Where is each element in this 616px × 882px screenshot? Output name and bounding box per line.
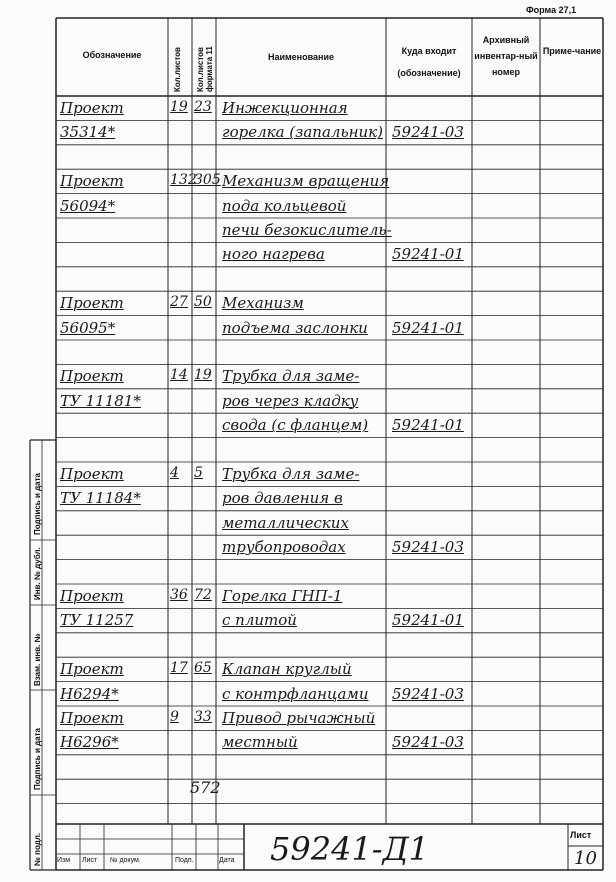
header-format: Кол.листов формата 11 bbox=[196, 46, 214, 92]
entry-sheets: 36 bbox=[170, 587, 188, 603]
entry-designation-line: Проект bbox=[60, 294, 124, 313]
entry-designation-line: Проект bbox=[60, 660, 124, 679]
entry-name-line: Трубка для заме- bbox=[222, 367, 360, 386]
entry-name-line: Инжекционная bbox=[222, 99, 348, 117]
entry-designation-line: Проект bbox=[60, 172, 124, 191]
header-name: Наименование bbox=[267, 52, 335, 62]
entry-designation-code: ТУ 11257 bbox=[60, 611, 134, 630]
entry-name-line: Механизм вращения bbox=[222, 172, 390, 191]
stamp-col-doc: № докум. bbox=[110, 857, 141, 864]
entry-goes-into: 59241-03 bbox=[392, 684, 464, 703]
entry-designation-line: Проект bbox=[60, 465, 124, 483]
entry-format: 23 bbox=[194, 99, 212, 115]
entry-sheets: 14 bbox=[170, 367, 188, 384]
stamp-col-sheet: Лист bbox=[82, 857, 98, 864]
document-code: 59241-Д1 bbox=[270, 830, 429, 868]
entry-format: 72 bbox=[194, 587, 212, 603]
entry-goes-into: 59241-03 bbox=[392, 733, 464, 752]
entry-name-line: печи безокислитель- bbox=[222, 221, 392, 239]
entry-goes-into: 59241-03 bbox=[392, 123, 464, 142]
header-archive: Архивный инвентар-ный номер bbox=[474, 35, 538, 77]
entry-format: 305 bbox=[194, 172, 221, 189]
sheet-label: Лист bbox=[570, 830, 592, 840]
entry-name-line: с плитой bbox=[222, 611, 297, 630]
entry-name-line: горелка (запальник) bbox=[222, 123, 383, 142]
entry-format: 65 bbox=[194, 660, 212, 677]
entry-designation-code: ТУ 11181* bbox=[60, 391, 141, 410]
entry-designation-code: ТУ 11184* bbox=[60, 489, 141, 508]
side-label-signature-date-2: Подпись и дата bbox=[33, 728, 42, 790]
entry-name-line: металлических bbox=[222, 513, 349, 532]
entry-sheets: 4 bbox=[170, 465, 179, 481]
entry-name-line: Привод рычажный bbox=[222, 709, 376, 727]
header-sheets: Кол.листов bbox=[173, 47, 182, 92]
entry-name-line: местный bbox=[222, 733, 298, 752]
entry-name-line: пода кольцевой bbox=[222, 196, 347, 215]
sheet-number: 10 bbox=[574, 848, 597, 869]
entry-designation-line: Проект bbox=[60, 587, 124, 605]
entry-goes-into: 59241-03 bbox=[392, 538, 464, 557]
entry-designation-code: 35314* bbox=[60, 123, 116, 142]
entry-name-line: с контрфланцами bbox=[222, 684, 369, 703]
entry-designation-code: Н6296* bbox=[60, 733, 119, 752]
entry-goes-into: 59241-01 bbox=[392, 611, 464, 630]
side-label-inv-dubl: Инв. № дубл. bbox=[33, 547, 42, 600]
entry-name-line: трубопроводах bbox=[222, 538, 346, 557]
entry-sheets: 9 bbox=[170, 709, 179, 725]
total-format: 572 bbox=[190, 778, 221, 797]
entry-sheets: 132 bbox=[170, 172, 197, 189]
entry-designation-line: Проект bbox=[60, 367, 124, 386]
entry-name-line: подъема заслонки bbox=[222, 318, 368, 337]
stamp-col-change: Изм bbox=[57, 857, 71, 864]
form-label: Форма 27,1 bbox=[526, 5, 577, 15]
entry-sheets: 17 bbox=[170, 660, 188, 677]
entry-designation-line: Проект bbox=[60, 709, 124, 727]
entry-name-line: Трубка для заме- bbox=[222, 465, 360, 483]
side-label-vzam-inv: Взам. инв. № bbox=[33, 633, 42, 686]
header-designation: Обозначение bbox=[82, 50, 142, 60]
entry-format: 50 bbox=[194, 294, 212, 311]
entry-designation-code: 56095* bbox=[60, 318, 116, 337]
entry-designation-code: 56094* bbox=[60, 196, 116, 215]
entry-name-line: Клапан круглый bbox=[222, 660, 352, 679]
entry-sheets: 19 bbox=[170, 99, 188, 115]
entry-goes-into: 59241-01 bbox=[392, 318, 464, 337]
entry-format: 33 bbox=[194, 709, 212, 725]
entry-designation-code: Н6294* bbox=[60, 684, 119, 703]
entry-name-line: ров через кладку bbox=[222, 391, 359, 410]
side-label-inv-podl: № подл. bbox=[33, 832, 42, 866]
entry-goes-into: 59241-01 bbox=[392, 416, 464, 435]
entry-designation-line: Проект bbox=[60, 99, 124, 117]
entry-goes-into: 59241-01 bbox=[392, 245, 464, 264]
entry-sheets: 27 bbox=[170, 294, 188, 311]
header-goes-into: Куда входит (обозначение) bbox=[397, 46, 461, 78]
entry-name-line: Механизм bbox=[222, 294, 304, 313]
stamp-col-sign: Подп. bbox=[175, 857, 194, 864]
entry-name-line: свода (с фланцем) bbox=[222, 416, 369, 435]
header-note: Приме-чание bbox=[542, 46, 602, 56]
stamp-col-date: Дата bbox=[219, 857, 235, 864]
entry-format: 19 bbox=[194, 367, 212, 384]
entry-name-line: ного нагрева bbox=[222, 245, 325, 264]
side-label-signature-date: Подпись и дата bbox=[33, 473, 42, 535]
entry-name-line: ров давления в bbox=[222, 489, 343, 508]
entry-name-line: Горелка ГНП-1 bbox=[222, 587, 343, 605]
entry-format: 5 bbox=[194, 465, 203, 481]
